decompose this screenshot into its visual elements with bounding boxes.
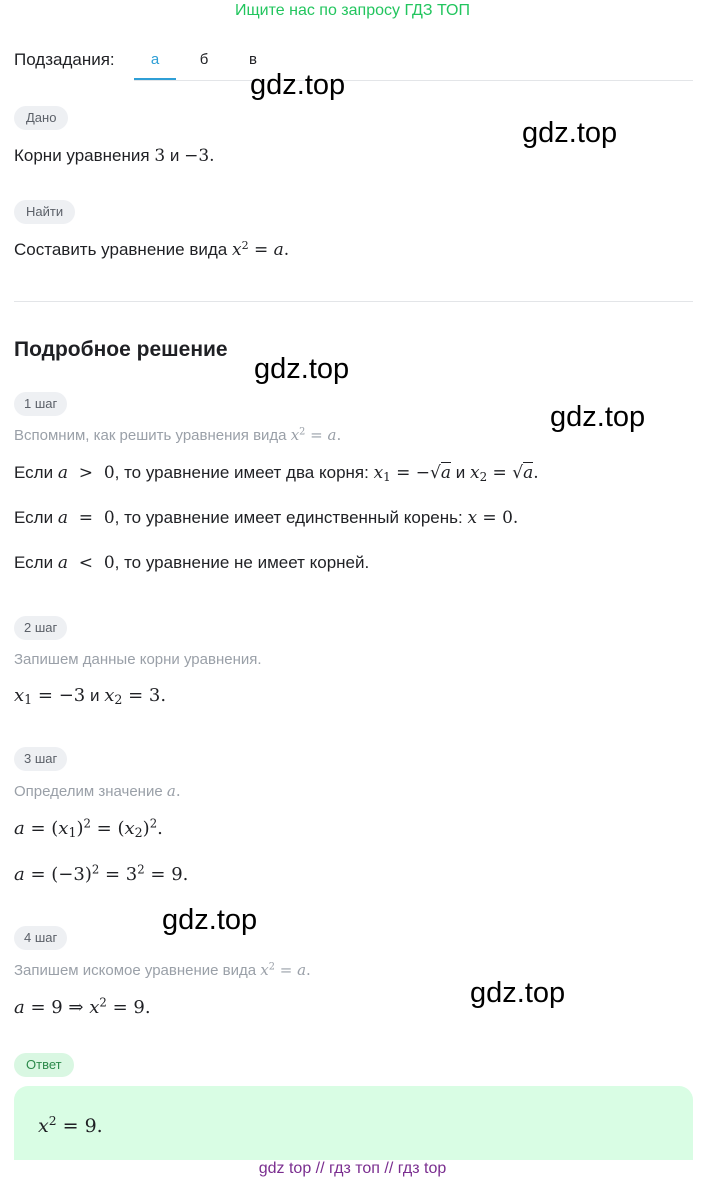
watermark: gdz.top [470, 977, 566, 1009]
step-4-chip: 4 шаг [14, 926, 67, 950]
step-2-hint: Запишем данные корни уравнения. [14, 651, 262, 668]
step-1-line-2: Если a = 0, то уравнение имеет единственный корень: x = 0. [14, 508, 519, 528]
footer-link-gdz-top[interactable]: gdz top [258, 1160, 312, 1177]
tab-b[interactable]: б [199, 51, 209, 68]
step-4-hint: Запишем искомое уравнение вида $x^2 = a$. [14, 961, 311, 979]
footer-link-gdz-top-ru[interactable]: гдз топ [329, 1160, 380, 1177]
watermark: gdz.top [254, 353, 350, 385]
step-2-line: $x_1 = -3$ и $x_2 = 3$. [14, 685, 167, 708]
answer-text: $x^2 = 9$. [38, 1114, 103, 1137]
footer-links [0, 1160, 705, 1178]
find-text: Составить уравнение вида $x^2 = a$. [14, 238, 290, 260]
watermark: gdz.top [522, 117, 618, 149]
watermark: gdz.top [250, 69, 346, 101]
step-3-line-2: $a = (-3)^2 = 3^2 = 9$. [14, 862, 189, 885]
find-chip: Найти [14, 200, 75, 224]
step-3-line-1: $a = (x_1)^2 = (x_2)^2$. [14, 816, 163, 841]
given-chip: Дано [14, 106, 68, 130]
footer-separator: // [384, 1160, 394, 1177]
footer-link-gdz-top-mixed[interactable]: гдз top [397, 1160, 447, 1177]
subtasks-label: Подзадания: [14, 50, 115, 69]
tabs-divider [134, 80, 693, 81]
footer-separator: // [315, 1160, 325, 1177]
step-3-chip: 3 шаг [14, 747, 67, 771]
step-1-line-3: Если a < 0, то уравнение не имеет корней. [14, 553, 370, 573]
step-2-chip: 2 шаг [14, 616, 67, 640]
step-1-chip: 1 шаг [14, 392, 67, 416]
answer-chip: Ответ [14, 1053, 74, 1077]
answer-box [14, 1086, 693, 1160]
tab-v[interactable]: в [249, 51, 257, 68]
section-divider [14, 301, 693, 302]
given-text: Корни уравнения 3 и −3. [14, 146, 215, 166]
step-3-hint: Определим значение a. [14, 782, 181, 800]
step-1-line-1: Если a > 0, то уравнение имеет два корня: $x_1 = -√a$ и $x_2 = √a$. [14, 463, 539, 484]
watermark: gdz.top [550, 401, 646, 433]
tab-a[interactable]: а [150, 51, 160, 68]
watermark: gdz.top [162, 904, 258, 936]
step-1-hint: Вспомним, как решить уравнения вида $x^2 = a$. [14, 426, 342, 444]
step-4-line: a = 9 ⇒ $x^2 = 9$. [14, 995, 151, 1018]
search-banner[interactable]: Ищите нас по запросу ГДЗ ТОП [235, 2, 470, 19]
solution-title: Подробное решение [14, 338, 228, 361]
